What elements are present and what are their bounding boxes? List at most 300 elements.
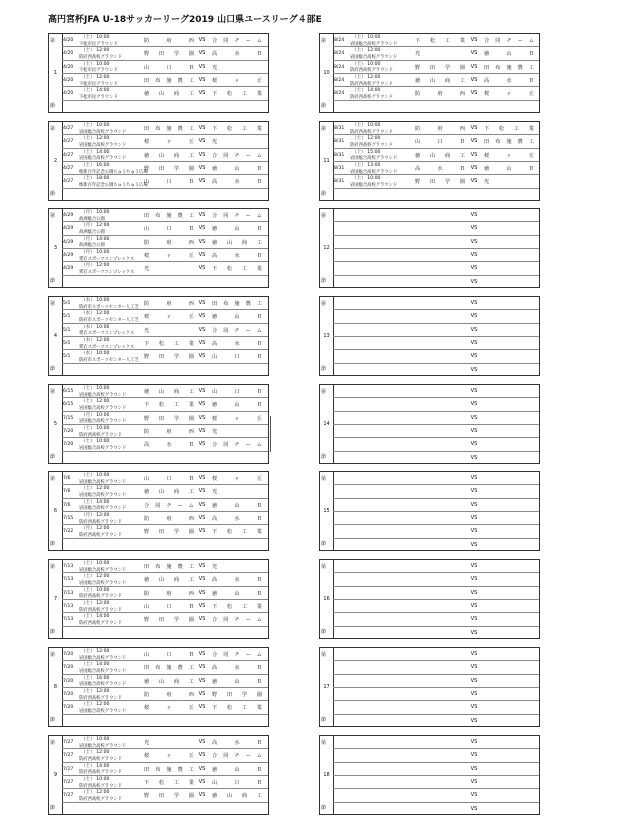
home-team: 田布施農工 — [144, 213, 194, 219]
vs-label: VS — [470, 77, 478, 83]
round-suffix: 節 — [50, 103, 56, 109]
vs-label: VS — [198, 252, 206, 258]
match-row — [333, 87, 539, 100]
away-team: 田布施農工 — [212, 301, 262, 307]
match-venue: 岩国総合高校グラウンド — [350, 54, 398, 60]
round-suffix: 節 — [321, 541, 327, 547]
away-team: 高水Ｂ — [212, 665, 262, 672]
match-venue: 故洲総合公園 — [79, 243, 105, 249]
match-row — [333, 135, 539, 148]
home-team: 野田学園 — [144, 354, 194, 361]
vs-label: VS — [198, 704, 206, 711]
match-row — [333, 101, 539, 114]
match-venue: 岩国総合高校グラウンド — [79, 506, 127, 512]
away-team: 徳山商工 — [212, 239, 262, 246]
home-team: 光 — [144, 740, 150, 746]
vs-label: VS — [470, 704, 478, 711]
match-day-time: （土） 10:00 — [81, 777, 110, 782]
round-suffix: 節 — [321, 805, 327, 811]
match-venue: 岩国総合高校グラウンド — [79, 129, 127, 135]
vs-label: VS — [198, 779, 206, 785]
match-row — [62, 337, 268, 350]
match-row — [62, 803, 268, 816]
vs-label: VS — [198, 300, 206, 306]
match-date: 7/6 — [63, 489, 71, 495]
vs-label: VS — [470, 541, 478, 548]
match-row — [333, 499, 539, 512]
match-row — [62, 661, 268, 674]
home-team: 防府西 — [144, 590, 194, 597]
match-day-time: （土） 12:00 — [81, 750, 110, 756]
match-row — [62, 736, 268, 749]
away-team: 徳山Ｂ — [212, 502, 262, 509]
round-prefix: 第 — [50, 564, 56, 570]
match-day-time: （月） 12:00 — [81, 526, 110, 532]
vs-label: VS — [470, 212, 478, 218]
vs-label: VS — [470, 326, 478, 333]
match-venue: 防府西高校グラウンド — [79, 796, 122, 802]
match-day-time: （水） 10:00 — [81, 324, 110, 330]
round-prefix: 第 — [50, 389, 56, 395]
match-row — [333, 47, 539, 60]
vs-label: VS — [470, 313, 478, 320]
match-date: 7/13 — [63, 564, 74, 569]
match-venue: 岩国総合高校グラウンド — [79, 419, 127, 425]
home-team: 田布施農工 — [144, 766, 194, 773]
vs-label: VS — [470, 528, 478, 535]
match-date: 7/22 — [63, 529, 74, 535]
vs-label: VS — [198, 576, 206, 583]
vs-label: VS — [198, 165, 206, 171]
match-row — [62, 648, 268, 661]
round-prefix: 第 — [50, 213, 56, 219]
match-date: 4/29 — [63, 266, 74, 272]
match-date: 4/27 — [63, 139, 74, 145]
away-team: 徳山Ｂ — [212, 314, 262, 321]
round-prefix: 第 — [50, 38, 56, 44]
vs-label: VS — [198, 651, 206, 657]
match-date: 7/20 — [63, 429, 74, 434]
round-cell — [320, 736, 334, 814]
match-row — [333, 162, 539, 175]
home-team: 防府西 — [144, 429, 194, 435]
match-row — [62, 587, 268, 600]
home-team: 防府西 — [415, 126, 465, 132]
match-row — [333, 776, 539, 789]
match-row — [333, 472, 539, 485]
match-row — [333, 512, 539, 525]
match-venue: 防府西高校グラウンド — [350, 81, 393, 87]
home-team: 徳山商工 — [144, 678, 194, 685]
match-venue: 岩国総合高校グラウンド — [79, 580, 127, 586]
vs-label: VS — [470, 63, 478, 70]
vs-label: VS — [198, 63, 206, 70]
vs-label: VS — [198, 515, 206, 521]
home-team: 徳山商工 — [144, 152, 194, 159]
match-date: 7/27 — [63, 780, 74, 785]
away-team: 桜ヶ丘 — [484, 152, 534, 159]
away-team: 高水Ｂ — [212, 577, 262, 584]
match-day-time: （土） 12:00 — [352, 48, 381, 54]
vs-label: VS — [198, 589, 206, 596]
match-date: 8/31 — [334, 166, 345, 171]
match-row — [333, 61, 539, 74]
away-team: 高水Ｂ — [212, 341, 262, 347]
match-row — [333, 249, 539, 262]
away-team: 山口Ｂ — [212, 780, 262, 786]
match-venue: 岩国総合高校グラウンド — [79, 682, 127, 688]
round-prefix: 第 — [50, 126, 56, 132]
round-number: 3 — [53, 245, 58, 251]
match-row — [333, 539, 539, 552]
away-team: 野田学園 — [212, 692, 262, 698]
match-day-time: （土） 12:00 — [81, 486, 110, 492]
match-row — [62, 438, 268, 451]
match-day-time: （土） 12:00 — [81, 790, 110, 796]
match-venue: 防府西高校グラウンド — [79, 532, 122, 538]
match-venue: 防府西高校グラウンド — [350, 68, 393, 74]
match-row — [333, 34, 539, 47]
home-team: 山口Ｂ — [144, 476, 194, 482]
round-prefix: 第 — [50, 740, 56, 746]
round-prefix: 第 — [50, 652, 56, 658]
round-number: 13 — [323, 333, 330, 339]
round-cell — [49, 648, 63, 726]
match-venue: 愛宕スポーツコンプレックス — [79, 269, 135, 275]
match-row — [333, 573, 539, 586]
match-date: 8/24 — [334, 64, 345, 70]
vs-label: VS — [470, 265, 478, 272]
away-team: 徳山Ｂ — [212, 226, 262, 233]
match-row — [333, 222, 539, 235]
match-day-time: （土） 10:00 — [352, 35, 381, 40]
round-section — [319, 471, 540, 551]
match-row — [333, 149, 539, 162]
match-day-time: （月） 10:00 — [81, 210, 110, 215]
match-date: 7/27 — [63, 793, 74, 799]
home-team: 山口Ｂ — [144, 652, 194, 658]
match-day-time: （水） 12:00 — [81, 311, 110, 317]
round-suffix: 節 — [50, 366, 56, 372]
vs-label: VS — [198, 313, 206, 320]
vs-label: VS — [470, 488, 478, 495]
match-row — [333, 276, 539, 289]
home-team: 桜ヶ丘 — [144, 705, 194, 712]
vs-label: VS — [198, 401, 206, 408]
match-date: 8/24 — [334, 91, 345, 97]
round-number: 2 — [53, 158, 58, 164]
home-team: 田布施農工 — [144, 564, 194, 570]
match-venue: 岩国総合高校グラウンド — [79, 743, 127, 749]
match-venue: 防府西高校グラウンド — [350, 129, 393, 135]
match-venue: 岩国総合高校グラウンド — [350, 169, 398, 175]
home-team: 徳山商工 — [144, 91, 194, 98]
vs-label: VS — [470, 366, 478, 373]
match-day-time: （土） 15:00 — [352, 149, 381, 155]
match-row — [333, 600, 539, 613]
match-day-time: （土） 13:00 — [352, 163, 381, 168]
away-team: 下松工業 — [484, 126, 534, 132]
round-suffix: 節 — [321, 629, 327, 635]
match-row — [333, 324, 539, 337]
round-section — [319, 121, 540, 201]
home-team: 山口Ｂ — [415, 139, 465, 146]
round-suffix: 節 — [50, 717, 56, 723]
away-team: 桜ヶ丘 — [212, 78, 262, 84]
match-row — [333, 236, 539, 249]
match-venue: 防府西高校グラウンド — [79, 695, 122, 701]
vs-label: VS — [470, 664, 478, 671]
away-team: 徳山商工 — [212, 793, 262, 800]
away-team: 光 — [212, 429, 218, 435]
match-venue: 愛宕スポーツコンプレックス — [79, 344, 135, 350]
match-day-time: （土） 10:00 — [81, 737, 110, 742]
match-day-time: （土） 14:00 — [81, 614, 110, 620]
match-date: 4/29 — [63, 213, 74, 218]
round-cell — [49, 472, 63, 550]
match-row — [333, 385, 539, 398]
match-date: 4/20 — [63, 64, 74, 70]
away-team: 徳山Ｂ — [212, 766, 262, 773]
match-row — [333, 688, 539, 701]
match-date: 7/13 — [63, 604, 74, 609]
home-team: 山口Ｂ — [144, 226, 194, 233]
vs-label: VS — [198, 528, 206, 535]
round-suffix: 節 — [321, 366, 327, 372]
away-team: 光 — [484, 179, 490, 186]
match-row — [333, 803, 539, 816]
match-row — [62, 701, 268, 714]
match-day-time: （土） 10:00 — [81, 439, 110, 445]
match-row — [62, 236, 268, 249]
vs-label: VS — [198, 326, 206, 333]
vs-label: VS — [470, 603, 478, 609]
vs-label: VS — [470, 589, 478, 596]
match-row — [62, 87, 268, 100]
home-team: 光 — [144, 327, 150, 334]
home-team: 山口Ｂ — [144, 604, 194, 610]
match-row — [62, 675, 268, 688]
vs-label: VS — [198, 441, 206, 448]
match-venue: 防府西高校グラウンド — [350, 94, 393, 100]
match-day-time: （土） 10:00 — [352, 176, 381, 182]
match-date: 4/27 — [63, 179, 74, 185]
round-number: 4 — [53, 333, 58, 339]
round-number: 15 — [323, 508, 330, 514]
match-row — [333, 587, 539, 600]
vs-label: VS — [198, 677, 206, 684]
match-day-time: （土） 16:00 — [81, 163, 110, 168]
match-day-time: （土） 10:00 — [81, 473, 110, 478]
match-row — [62, 297, 268, 310]
match-venue: 下松市民グラウンド — [79, 41, 118, 47]
vs-label: VS — [470, 50, 478, 57]
match-day-time: （土） 12:00 — [81, 649, 110, 654]
match-row — [62, 262, 268, 275]
home-team: 野田学園 — [144, 415, 194, 422]
match-date: 7/13 — [63, 577, 74, 583]
round-number: 16 — [323, 596, 330, 602]
vs-label: VS — [470, 752, 478, 759]
match-day-time: （月） 10:00 — [81, 250, 110, 255]
match-row — [62, 135, 268, 148]
round-cell — [49, 297, 63, 375]
round-prefix: 第 — [50, 301, 56, 307]
match-date: 4/20 — [63, 91, 74, 97]
vs-label: VS — [198, 501, 206, 508]
match-row — [62, 776, 268, 789]
round-section — [319, 33, 540, 113]
home-team: 野田学園 — [144, 793, 194, 800]
match-day-time: （土） 12:00 — [81, 574, 110, 580]
match-venue: 岩国総合高校グラウンド — [350, 182, 398, 188]
vs-label: VS — [198, 353, 206, 360]
home-team: 防府西 — [144, 692, 194, 698]
match-row — [333, 297, 539, 310]
round-section — [48, 33, 269, 113]
away-team: 高水Ｂ — [212, 51, 262, 58]
match-row — [62, 350, 268, 363]
match-row — [62, 715, 268, 728]
match-row — [62, 34, 268, 47]
match-date: 7/20 — [63, 652, 74, 657]
match-day-time: （土） 12:00 — [352, 136, 381, 142]
match-date: 8/31 — [334, 152, 345, 158]
round-number: 18 — [323, 772, 330, 778]
away-team: 徳山Ｂ — [484, 51, 534, 58]
home-team: 野田学園 — [144, 529, 194, 536]
match-date: 7/20 — [63, 678, 74, 684]
match-row — [333, 789, 539, 802]
match-row — [62, 560, 268, 573]
match-row — [62, 525, 268, 538]
match-date: 8/31 — [334, 126, 345, 131]
vs-label: VS — [198, 340, 206, 346]
round-cell — [320, 648, 334, 726]
match-row — [62, 613, 268, 626]
round-cell — [320, 122, 334, 200]
round-section — [48, 384, 269, 464]
round-number: 5 — [53, 421, 58, 427]
round-number: 14 — [323, 421, 330, 427]
match-row — [333, 175, 539, 188]
round-prefix: 第 — [321, 564, 327, 570]
round-section — [48, 471, 269, 551]
round-cell — [320, 209, 334, 287]
match-row — [62, 398, 268, 411]
away-team: 下松工業 — [212, 529, 262, 536]
round-cell — [49, 209, 63, 287]
match-row — [62, 61, 268, 74]
vs-label: VS — [198, 125, 206, 131]
match-row — [333, 412, 539, 425]
match-date: 7/27 — [63, 740, 74, 745]
match-row — [333, 525, 539, 538]
match-date: 4/27 — [63, 152, 74, 158]
vs-label: VS — [198, 752, 206, 759]
vs-label: VS — [198, 225, 206, 232]
match-row — [62, 189, 268, 202]
match-row — [333, 350, 539, 363]
match-venue: 岩国総合高校グラウンド — [79, 668, 127, 674]
match-day-time: （月） 12:00 — [81, 263, 110, 269]
vs-label: VS — [470, 278, 478, 285]
match-venue: 下松市民グラウンド — [79, 68, 118, 74]
match-day-time: （土） 16:00 — [81, 675, 110, 681]
home-team: 徳山商工 — [415, 78, 465, 84]
match-row — [62, 499, 268, 512]
home-team: 下松工業 — [415, 38, 465, 44]
match-date: 8/31 — [334, 139, 345, 145]
match-day-time: （土） 12:00 — [81, 601, 110, 606]
match-venue: 岩国総合高校グラウンド — [79, 479, 127, 485]
match-row — [62, 162, 268, 175]
round-section — [319, 735, 540, 815]
round-suffix: 節 — [50, 805, 56, 811]
round-cell — [49, 122, 63, 200]
vs-label: VS — [470, 691, 478, 697]
home-team: 山口Ｂ — [144, 64, 194, 71]
round-prefix: 第 — [321, 389, 327, 395]
match-row — [62, 485, 268, 498]
match-row — [62, 600, 268, 613]
home-team: 徳山商工 — [144, 489, 194, 496]
round-suffix: 節 — [50, 191, 56, 197]
vs-label: VS — [470, 501, 478, 508]
stray-vertical-rule — [270, 416, 271, 452]
match-row — [62, 249, 268, 262]
round-suffix: 節 — [50, 454, 56, 460]
match-date: 7/15 — [63, 415, 74, 421]
vs-label: VS — [198, 475, 206, 481]
match-day-time: （土） 14:00 — [81, 499, 110, 505]
match-date: 6/15 — [63, 402, 74, 408]
match-row — [62, 688, 268, 701]
match-day-time: （土） 14:00 — [352, 88, 381, 94]
match-date: 7/6 — [63, 476, 71, 481]
vs-label: VS — [470, 717, 478, 724]
vs-label: VS — [198, 739, 206, 745]
round-cell — [320, 385, 334, 463]
round-suffix: 節 — [321, 454, 327, 460]
vs-label: VS — [470, 515, 478, 521]
away-team: 徳山Ｂ — [212, 590, 262, 597]
match-row — [333, 337, 539, 350]
match-date: 6/15 — [63, 389, 74, 394]
home-team: 防府西 — [144, 239, 194, 246]
match-day-time: （土） 10:00 — [81, 123, 110, 128]
vs-label: VS — [470, 353, 478, 360]
match-date: 7/13 — [63, 617, 74, 623]
match-row — [333, 438, 539, 451]
match-date: 5/1 — [63, 301, 71, 306]
vs-label: VS — [470, 739, 478, 745]
match-venue: 防府西高校グラウンド — [350, 142, 393, 148]
vs-label: VS — [470, 677, 478, 684]
vs-label: VS — [470, 388, 478, 394]
round-suffix: 節 — [50, 278, 56, 284]
match-venue: 防府西高校グラウンド — [79, 783, 122, 789]
match-row — [333, 122, 539, 135]
match-date: 4/20 — [63, 38, 74, 43]
match-day-time: （土） 12:00 — [81, 702, 110, 708]
round-section — [48, 559, 269, 639]
match-row — [62, 452, 268, 465]
match-row — [333, 675, 539, 688]
match-date: 4/29 — [63, 226, 74, 232]
vs-label: VS — [470, 151, 478, 158]
home-team: 光 — [415, 51, 421, 58]
